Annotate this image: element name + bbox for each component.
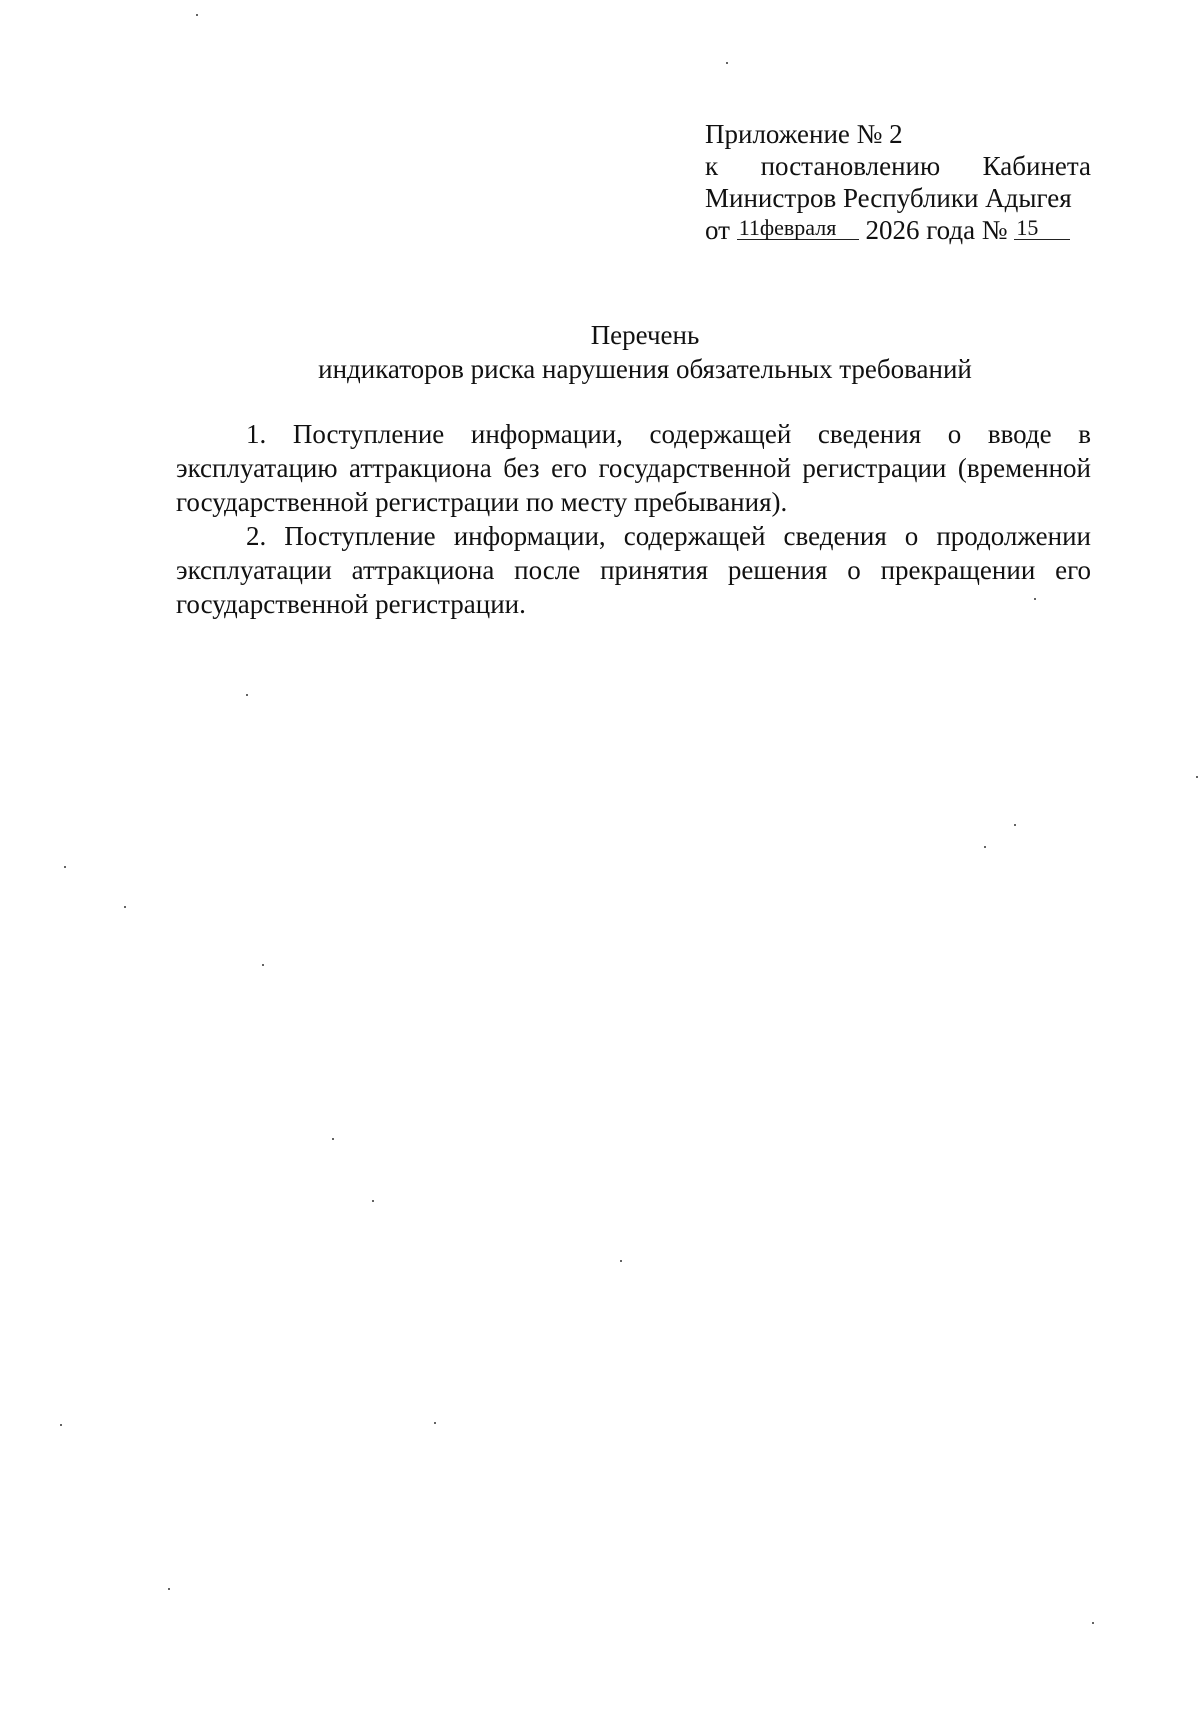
scan-speck — [332, 1138, 334, 1140]
appendix-header — [705, 118, 1091, 246]
appendix-year-label: 2026 года № — [865, 215, 1008, 245]
appendix-date-line — [705, 214, 1091, 246]
title-line-2: индикаторов риска нарушения обязательных требований — [318, 354, 972, 384]
scan-speck — [726, 62, 728, 64]
scan-speck — [1034, 598, 1036, 600]
scan-speck — [196, 14, 198, 16]
scan-speck — [434, 1422, 436, 1424]
scan-speck — [60, 1424, 62, 1426]
title-line-1: Перечень — [590, 320, 700, 350]
scan-speck — [372, 1200, 374, 1202]
appendix-date-prefix: от — [705, 215, 730, 245]
list-item: 1. Поступление информации, содержащей сведения о вводе в эксплуатацию аттракциона без его государственной регистрации (временной государственной регистрации по месту пребывания). — [176, 419, 1091, 517]
appendix-reference-line — [705, 150, 1091, 182]
scan-speck — [124, 906, 126, 908]
appendix-preposition: к — [705, 151, 719, 181]
document-body — [176, 417, 1091, 621]
list-item: 2. Поступление информации, содержащей сведения о продолжении эксплуатации аттракциона после принятия решения о прекращении его государственной регистрации. — [176, 521, 1091, 619]
scan-speck — [262, 964, 264, 966]
scan-speck — [1014, 824, 1016, 826]
scan-speck — [64, 866, 66, 868]
scan-speck — [1196, 776, 1198, 778]
document-title — [170, 318, 1120, 386]
appendix-number: Приложение № 2 — [705, 119, 903, 149]
appendix-decree-word: постановлению — [760, 151, 941, 181]
scan-speck — [1092, 1622, 1094, 1624]
appendix-cabinet-word: Кабинета — [982, 151, 1091, 181]
appendix-ministers-line: Министров Республики Адыгея — [705, 183, 1072, 213]
handwritten-date: 11февраля — [737, 217, 859, 240]
scan-speck — [620, 1260, 622, 1262]
handwritten-number: 15 — [1014, 217, 1070, 240]
scan-speck — [168, 1588, 170, 1590]
scan-speck — [984, 846, 986, 848]
scan-speck — [246, 694, 248, 696]
